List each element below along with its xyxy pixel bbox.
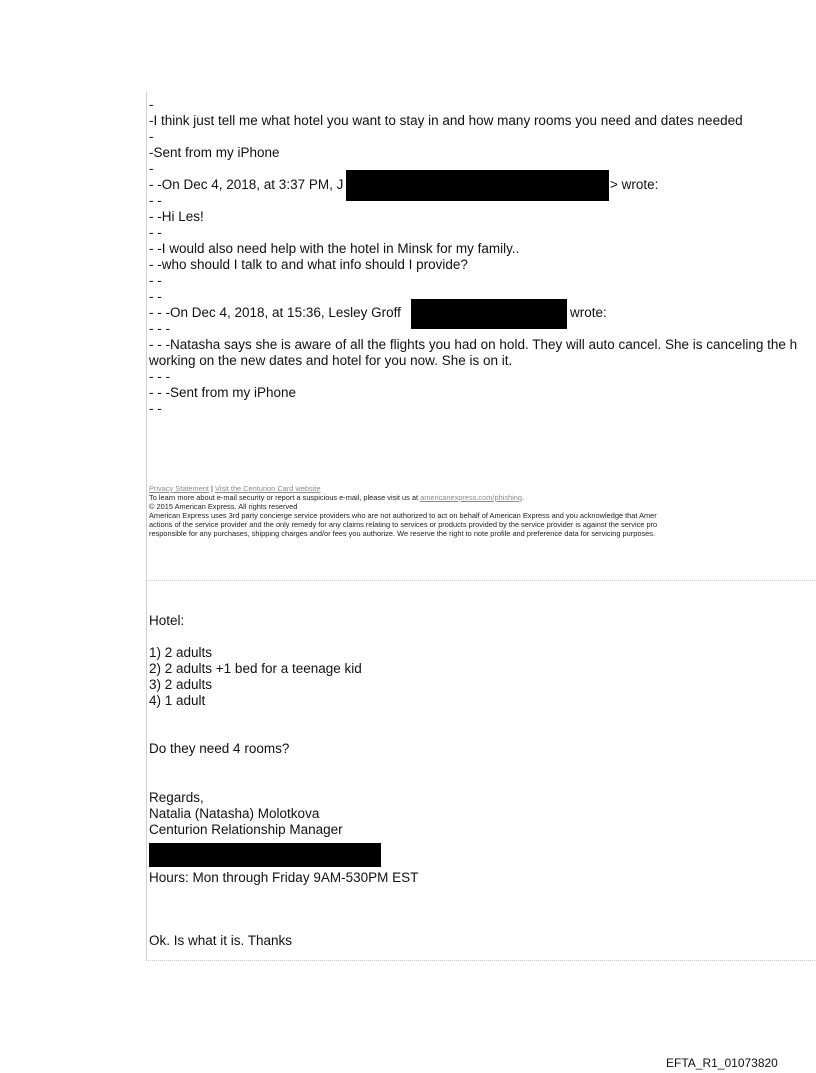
phishing-link[interactable]: americanexpress.com/phishing — [420, 493, 522, 502]
room-item: 1) 2 adults — [149, 645, 213, 660]
privacy-statement-link[interactable]: Privacy Statement — [149, 484, 209, 493]
quoted-line: - - — [149, 193, 162, 208]
room-item: 2) 2 adults +1 bed for a teenage kid — [149, 661, 362, 676]
copyright-text: © 2015 American Express. All rights reserved — [149, 502, 298, 511]
signature-regards: Regards, — [149, 790, 204, 805]
security-notice — [149, 493, 524, 502]
security-text: To learn more about e-mail security or report a suspicious e-mail, please visit us at — [149, 493, 421, 502]
quoted-line: - — [149, 161, 154, 176]
quoted-line: working on the new dates and hotel for you now. She is on it. — [149, 353, 513, 368]
quoted-line: - -I would also need help with the hotel in Minsk for my family.. — [149, 241, 520, 256]
quoted-line: - - — [149, 401, 162, 416]
quoted-header-line: - -On Dec 4, 2018, at 3:37 PM, J — [149, 177, 344, 192]
disclaimer-line: responsible for any purchases, shipping charges and/or fees you authorize. We reserve the right to note profile and preference data for servicing purposes. — [149, 529, 656, 538]
quoted-line: - — [149, 129, 154, 144]
disclaimer-line: actions of the service provider and the only remedy for any claims relating to services or products provided by the service provider is against the service pro — [149, 520, 658, 529]
redaction-bar — [149, 843, 381, 867]
question-text: Do they need 4 rooms? — [149, 741, 290, 756]
quoted-line: - - - — [149, 321, 170, 336]
quoted-header-wrote: wrote: — [570, 305, 607, 320]
signature-name: Natalia (Natasha) Molotkova — [149, 806, 320, 821]
quoted-line: - - — [149, 289, 162, 304]
quoted-line: - - — [149, 225, 162, 240]
redaction-bar — [411, 299, 567, 329]
reply-thread-block — [146, 580, 816, 961]
room-item: 3) 2 adults — [149, 677, 213, 692]
legal-links — [149, 484, 320, 493]
quoted-line: - - — [149, 273, 162, 288]
quoted-line: - -who should I talk to and what info should I provide? — [149, 257, 468, 272]
hotel-heading: Hotel: — [149, 613, 185, 628]
reply-text: Ok. Is what it is. Thanks — [149, 933, 293, 948]
quoted-header-line: - - -On Dec 4, 2018, at 15:36, Lesley Groff — [149, 305, 401, 320]
quoted-line: - - -Natasha says she is aware of all the flights you had on hold. They will auto cancel. She is canceling the h — [149, 337, 798, 352]
document-id: EFTA_R1_01073820 — [666, 1056, 778, 1070]
signature-title: Centurion Relationship Manager — [149, 822, 343, 837]
quoted-header-wrote: > wrote: — [610, 177, 659, 192]
security-end: . — [521, 493, 525, 502]
link-separator: | — [208, 484, 216, 493]
quoted-line: -I think just tell me what hotel you want to stay in and how many rooms you need and dates needed — [149, 113, 743, 128]
quoted-line: - — [149, 97, 154, 112]
quoted-line: - - - — [149, 369, 170, 384]
room-item: 4) 1 adult — [149, 693, 206, 708]
disclaimer-line: American Express uses 3rd party concierge service providers who are not authorized to act on behalf of American Express and you acknowledge that Amer — [149, 511, 657, 520]
quoted-line: - -Hi Les! — [149, 209, 204, 224]
redaction-bar — [346, 170, 609, 201]
signature-hours: Hours: Mon through Friday 9AM-530PM EST — [149, 870, 419, 885]
quoted-line: -Sent from my iPhone — [149, 145, 280, 160]
centurion-website-link[interactable]: Visit the Centurion Card website — [215, 484, 321, 493]
quoted-line: - - -Sent from my iPhone — [149, 385, 297, 400]
